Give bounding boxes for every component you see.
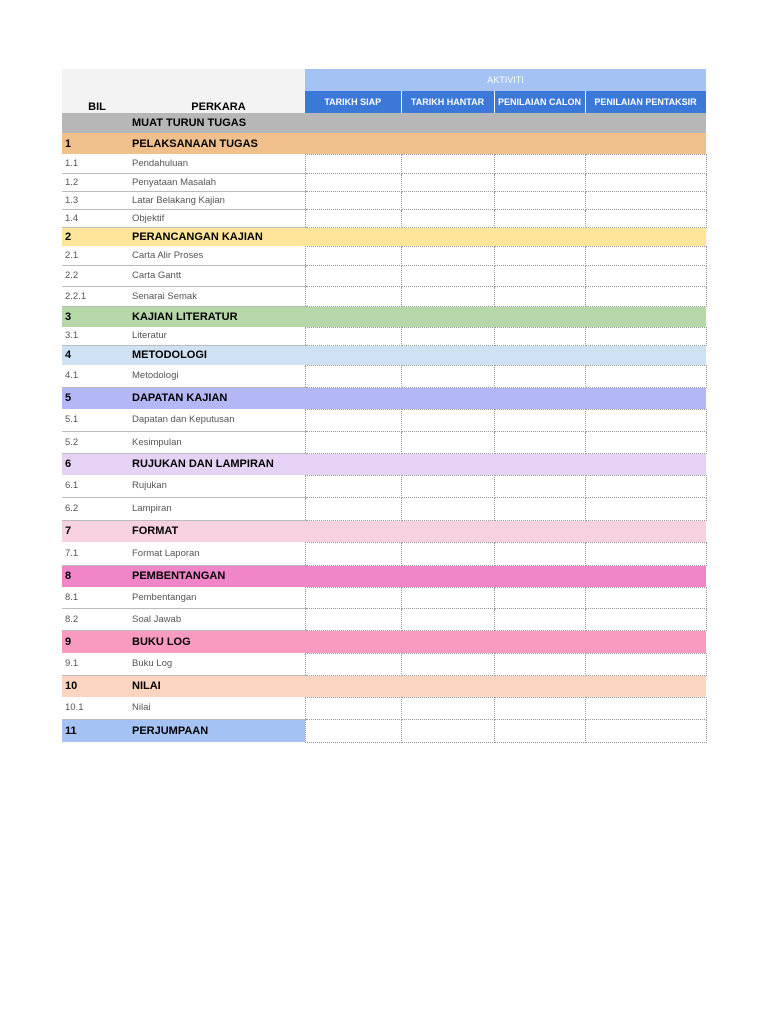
- checklist-table: [62, 69, 707, 743]
- activity-cell[interactable]: [401, 154, 494, 173]
- activity-cell[interactable]: [585, 286, 706, 306]
- bil-cell: 3: [62, 306, 132, 327]
- activity-cell[interactable]: [305, 675, 401, 697]
- activity-cell[interactable]: [401, 306, 494, 327]
- bil-cell: 5: [62, 387, 132, 409]
- activity-cell[interactable]: [494, 209, 585, 227]
- activity-cell[interactable]: [305, 697, 401, 719]
- table-row: [62, 327, 706, 345]
- activity-cell[interactable]: [494, 475, 585, 497]
- bil-cell: 9: [62, 630, 132, 653]
- perkara-cell: MUAT TURUN TUGAS: [132, 113, 305, 133]
- activity-cell[interactable]: [305, 520, 401, 542]
- perkara-cell: Metodologi: [132, 365, 305, 387]
- activity-cell[interactable]: [305, 345, 401, 365]
- activity-cell[interactable]: [401, 653, 494, 675]
- activity-cell[interactable]: [305, 587, 401, 608]
- activity-cell[interactable]: [494, 365, 585, 387]
- perkara-cell: METODOLOGI: [132, 345, 305, 365]
- penilaian-calon-header: PENILAIAN CALON: [494, 91, 585, 113]
- activity-cell[interactable]: [585, 154, 706, 173]
- section-row: [62, 345, 706, 365]
- activity-cell[interactable]: [494, 409, 585, 431]
- perkara-cell: KAJIAN LITERATUR: [132, 306, 305, 327]
- activity-cell[interactable]: [401, 542, 494, 565]
- table-row: [62, 608, 706, 630]
- activity-cell[interactable]: [401, 365, 494, 387]
- activity-cell[interactable]: [401, 697, 494, 719]
- activity-cell[interactable]: [401, 133, 494, 154]
- section-row: [62, 520, 706, 542]
- perkara-cell: Lampiran: [132, 497, 305, 520]
- activity-cell[interactable]: [494, 173, 585, 191]
- activity-cell[interactable]: [494, 345, 585, 365]
- section-row: [62, 675, 706, 697]
- perkara-cell: PELAKSANAAN TUGAS: [132, 133, 305, 154]
- activity-cell[interactable]: [305, 286, 401, 306]
- perkara-cell: NILAI: [132, 675, 305, 697]
- perkara-cell: Senarai Semak: [132, 286, 305, 306]
- activity-cell[interactable]: [494, 113, 585, 133]
- bil-cell: 10.1: [62, 697, 132, 719]
- table-row: [62, 542, 706, 565]
- section-row: [62, 113, 706, 133]
- activity-cell[interactable]: [401, 327, 494, 345]
- header-spacer: [62, 69, 305, 91]
- perkara-header: PERKARA: [132, 91, 305, 113]
- section-row: [62, 133, 706, 154]
- activity-cell[interactable]: [305, 365, 401, 387]
- activity-cell[interactable]: [305, 209, 401, 227]
- activity-cell[interactable]: [401, 191, 494, 209]
- activity-cell[interactable]: [494, 327, 585, 345]
- activity-cell[interactable]: [305, 431, 401, 453]
- activity-cell[interactable]: [494, 453, 585, 475]
- table-row: [62, 154, 706, 173]
- perkara-cell: RUJUKAN DAN LAMPIRAN: [132, 453, 305, 475]
- activity-cell[interactable]: [494, 191, 585, 209]
- activity-cell[interactable]: [401, 630, 494, 653]
- activity-cell[interactable]: [401, 719, 494, 742]
- activity-cell[interactable]: [494, 565, 585, 587]
- bil-cell: 1.2: [62, 173, 132, 191]
- activity-cell[interactable]: [305, 653, 401, 675]
- activity-cell[interactable]: [585, 608, 706, 630]
- activity-cell[interactable]: [494, 246, 585, 265]
- activity-cell[interactable]: [585, 227, 706, 246]
- activity-cell[interactable]: [494, 719, 585, 742]
- activity-cell[interactable]: [305, 246, 401, 265]
- activity-cell[interactable]: [585, 565, 706, 587]
- activity-cell[interactable]: [585, 453, 706, 475]
- perkara-cell: DAPATAN KAJIAN: [132, 387, 305, 409]
- activity-cell[interactable]: [585, 653, 706, 675]
- bil-cell: 6: [62, 453, 132, 475]
- table-row: [62, 587, 706, 608]
- perkara-cell: Nilai: [132, 697, 305, 719]
- activity-cell[interactable]: [305, 497, 401, 520]
- perkara-cell: Soal Jawab: [132, 608, 305, 630]
- table-body: [62, 113, 706, 742]
- activity-cell[interactable]: [401, 520, 494, 542]
- activity-cell[interactable]: [401, 475, 494, 497]
- activity-cell[interactable]: [401, 608, 494, 630]
- activity-cell[interactable]: [585, 191, 706, 209]
- activity-cell[interactable]: [494, 154, 585, 173]
- activity-cell[interactable]: [494, 387, 585, 409]
- activity-cell[interactable]: [585, 630, 706, 653]
- bil-header: BIL: [62, 91, 132, 113]
- bil-cell: 8.1: [62, 587, 132, 608]
- table-row: [62, 191, 706, 209]
- tarikh-siap-header: TARIKH SIAP: [305, 91, 401, 113]
- bil-cell: 7.1: [62, 542, 132, 565]
- activity-cell[interactable]: [494, 497, 585, 520]
- table-row: [62, 475, 706, 497]
- activity-cell[interactable]: [494, 520, 585, 542]
- activity-cell[interactable]: [585, 387, 706, 409]
- activity-cell[interactable]: [401, 453, 494, 475]
- aktiviti-header: AKTIVITI: [305, 69, 706, 91]
- activity-cell[interactable]: [401, 113, 494, 133]
- activity-cell[interactable]: [305, 191, 401, 209]
- activity-cell[interactable]: [494, 587, 585, 608]
- activity-cell[interactable]: [585, 409, 706, 431]
- activity-cell[interactable]: [305, 565, 401, 587]
- bil-cell: 5.1: [62, 409, 132, 431]
- table-row: [62, 209, 706, 227]
- activity-cell[interactable]: [494, 630, 585, 653]
- activity-cell[interactable]: [585, 497, 706, 520]
- activity-cell[interactable]: [585, 209, 706, 227]
- activity-cell[interactable]: [401, 675, 494, 697]
- perkara-cell: Pendahuluan: [132, 154, 305, 173]
- bil-cell: 4.1: [62, 365, 132, 387]
- bil-cell: 1.1: [62, 154, 132, 173]
- perkara-cell: PERJUMPAAN: [132, 719, 305, 742]
- activity-cell[interactable]: [494, 653, 585, 675]
- table-row: [62, 497, 706, 520]
- table-row: [62, 173, 706, 191]
- bil-cell: 6.1: [62, 475, 132, 497]
- activity-cell[interactable]: [494, 675, 585, 697]
- activity-cell[interactable]: [494, 608, 585, 630]
- activity-cell[interactable]: [305, 327, 401, 345]
- bil-cell: 9.1: [62, 653, 132, 675]
- bil-cell: 10: [62, 675, 132, 697]
- activity-cell[interactable]: [401, 431, 494, 453]
- activity-cell[interactable]: [305, 265, 401, 286]
- bil-cell: 11: [62, 719, 132, 742]
- section-row: [62, 306, 706, 327]
- bil-cell: 2.1: [62, 246, 132, 265]
- bil-cell: 2.2.1: [62, 286, 132, 306]
- table-row: [62, 653, 706, 675]
- activity-cell[interactable]: [585, 265, 706, 286]
- activity-cell[interactable]: [585, 173, 706, 191]
- table-row: [62, 431, 706, 453]
- activity-cell[interactable]: [585, 475, 706, 497]
- activity-cell[interactable]: [401, 409, 494, 431]
- perkara-cell: Rujukan: [132, 475, 305, 497]
- activity-cell[interactable]: [305, 453, 401, 475]
- activity-cell[interactable]: [494, 697, 585, 719]
- activity-cell[interactable]: [585, 719, 706, 742]
- activity-cell[interactable]: [401, 587, 494, 608]
- section-row: [62, 630, 706, 653]
- activity-cell[interactable]: [494, 431, 585, 453]
- bil-cell: 3.1: [62, 327, 132, 345]
- bil-cell: 4: [62, 345, 132, 365]
- activity-cell[interactable]: [305, 173, 401, 191]
- activity-cell[interactable]: [585, 520, 706, 542]
- perkara-cell: Carta Gantt: [132, 265, 305, 286]
- section-row: [62, 719, 706, 742]
- activity-cell[interactable]: [401, 497, 494, 520]
- activity-cell[interactable]: [305, 409, 401, 431]
- bil-cell: 7: [62, 520, 132, 542]
- activity-cell[interactable]: [401, 345, 494, 365]
- table-row: [62, 246, 706, 265]
- table-row: [62, 365, 706, 387]
- activity-cell[interactable]: [585, 113, 706, 133]
- activity-cell[interactable]: [305, 387, 401, 409]
- activity-cell[interactable]: [585, 675, 706, 697]
- activity-cell[interactable]: [401, 565, 494, 587]
- perkara-cell: Objektif: [132, 209, 305, 227]
- activity-cell[interactable]: [401, 265, 494, 286]
- perkara-cell: Buku Log: [132, 653, 305, 675]
- activity-cell[interactable]: [401, 173, 494, 191]
- section-row: [62, 453, 706, 475]
- activity-cell[interactable]: [494, 133, 585, 154]
- table-row: [62, 409, 706, 431]
- activity-cell[interactable]: [401, 387, 494, 409]
- activity-cell[interactable]: [585, 542, 706, 565]
- activity-cell[interactable]: [401, 286, 494, 306]
- bil-cell: 1: [62, 133, 132, 154]
- activity-cell[interactable]: [305, 306, 401, 327]
- bil-cell: 8: [62, 565, 132, 587]
- perkara-cell: Penyataan Masalah: [132, 173, 305, 191]
- activity-cell[interactable]: [305, 227, 401, 246]
- bil-cell: 8.2: [62, 608, 132, 630]
- perkara-cell: Latar Belakang Kajian: [132, 191, 305, 209]
- activity-cell[interactable]: [585, 246, 706, 265]
- table-row: [62, 697, 706, 719]
- section-row: [62, 387, 706, 409]
- bil-cell: 2.2: [62, 265, 132, 286]
- perkara-cell: FORMAT: [132, 520, 305, 542]
- bil-cell: 1.3: [62, 191, 132, 209]
- activity-cell[interactable]: [494, 542, 585, 565]
- activity-cell[interactable]: [585, 587, 706, 608]
- perkara-cell: Dapatan dan Keputusan: [132, 409, 305, 431]
- perkara-cell: Literatur: [132, 327, 305, 345]
- section-row: [62, 565, 706, 587]
- activity-cell[interactable]: [401, 227, 494, 246]
- bil-cell: 1.4: [62, 209, 132, 227]
- activity-cell[interactable]: [401, 209, 494, 227]
- bil-cell: 2: [62, 227, 132, 246]
- activity-cell[interactable]: [585, 133, 706, 154]
- perkara-cell: BUKU LOG: [132, 630, 305, 653]
- bil-cell: 5.2: [62, 431, 132, 453]
- activity-cell[interactable]: [494, 286, 585, 306]
- activity-cell[interactable]: [305, 475, 401, 497]
- perkara-cell: Format Laporan: [132, 542, 305, 565]
- activity-cell[interactable]: [585, 306, 706, 327]
- activity-cell[interactable]: [585, 327, 706, 345]
- activity-cell[interactable]: [494, 265, 585, 286]
- perkara-cell: Carta Alir Proses: [132, 246, 305, 265]
- bil-cell: 6.2: [62, 497, 132, 520]
- penilaian-pentaksir-header: PENILAIAN PENTAKSIR: [585, 91, 706, 113]
- table-row: [62, 265, 706, 286]
- perkara-cell: Kesimpulan: [132, 431, 305, 453]
- activity-cell[interactable]: [585, 345, 706, 365]
- perkara-cell: PEMBENTANGAN: [132, 565, 305, 587]
- activity-cell[interactable]: [585, 697, 706, 719]
- activity-cell[interactable]: [305, 133, 401, 154]
- perkara-cell: PERANCANGAN KAJIAN: [132, 227, 305, 246]
- tarikh-hantar-header: TARIKH HANTAR: [401, 91, 494, 113]
- activity-cell[interactable]: [585, 431, 706, 453]
- header-row-bottom: [62, 91, 706, 113]
- perkara-cell: Pembentangan: [132, 587, 305, 608]
- header-row-top: [62, 69, 706, 91]
- activity-cell[interactable]: [585, 365, 706, 387]
- activity-cell[interactable]: [305, 630, 401, 653]
- activity-cell[interactable]: [305, 542, 401, 565]
- activity-cell[interactable]: [401, 246, 494, 265]
- table-row: [62, 286, 706, 306]
- activity-cell[interactable]: [305, 154, 401, 173]
- bil-cell: [62, 113, 132, 133]
- activity-cell[interactable]: [494, 306, 585, 327]
- activity-cell[interactable]: [494, 227, 585, 246]
- section-row: [62, 227, 706, 246]
- activity-cell[interactable]: [305, 608, 401, 630]
- activity-cell[interactable]: [305, 719, 401, 742]
- activity-cell[interactable]: [305, 113, 401, 133]
